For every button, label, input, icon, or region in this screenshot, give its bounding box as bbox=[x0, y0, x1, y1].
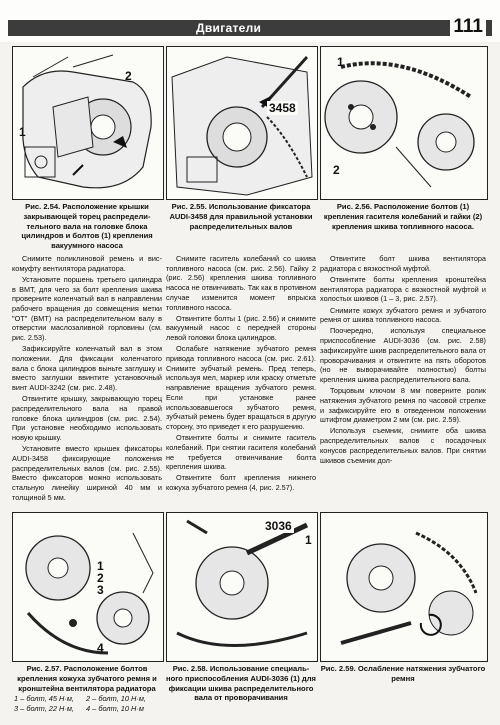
torque-1: 1 – болт, 45 Н·м, bbox=[14, 694, 74, 703]
torque-4: 4 – болт, 10 Н·м bbox=[86, 704, 144, 713]
callout-2: 2 bbox=[125, 69, 132, 83]
caption-2-57: Рис. 2.57. Расположение болтов крепления кожуха зубчатого ремня и кронштейна вентилятора радиатора bbox=[17, 664, 157, 693]
engine-illustration-2-54 bbox=[13, 47, 163, 199]
engine-illustration-2-57 bbox=[13, 513, 163, 661]
torque-3: 3 – болт, 22 Н·м, bbox=[14, 704, 74, 713]
paragraph: Отвинтите болты и снимите гаситель колебаний. При снятии гасителя колебаний не требуется отвинчивание болта крепления шкива. bbox=[166, 433, 316, 472]
callout-4: 4 bbox=[97, 641, 104, 655]
caption-2-59: Рис. 2.59. Ослабление натяжения зубчатого ремня bbox=[320, 664, 486, 683]
paragraph: Установите вместо крышек фиксаторы AUDI-3458 фиксирующие положения распределительных валов (см. рис. 2.55). Вместо фиксаторов можно использовать стальную линейку шириной 40 мм и толщиной 5 мм. bbox=[12, 444, 162, 502]
engine-illustration-2-59 bbox=[321, 513, 487, 661]
paragraph: Ослабьте натяжение зубчатого ремня привода топливного насоса (см. рис. 2.61). Снимите зубчатый ремень. Пред теперь, используя мел, маркер или краску отметьте направление вращения зубчатого ремня. Если при установке ранее использовавшегося зубчатого ремня, зубчатый ремень будет вращаться в другую сторону, это приведет к его разрушению. bbox=[166, 344, 316, 431]
text-column-1 bbox=[12, 254, 162, 504]
paragraph: Зафиксируйте коленчатый вал в этом положении. Для фиксации коленчатого вала с блока цилиндров выньте заглушку и вместо заглушки ввинтите установочный винт AUDI-3242 (см. рис. 2.48). bbox=[12, 344, 162, 393]
paragraph: Отвинтите болт крепления нижнего кожуха зубчатого ремня (4, рис. 2.57). bbox=[166, 473, 316, 493]
caption-2-58: Рис. 2.58. Использование специального приспособления AUDI-3036 (1) для фиксации шкива распределительного вала от проворачивания bbox=[166, 664, 316, 703]
section-title: Двигатели bbox=[190, 20, 267, 36]
figure-2-55 bbox=[166, 46, 318, 200]
paragraph: Торцовым ключом 8 мм поверните ролик натяжения зубчатого ремня по часовой стрелке и зафиксируйте его в отведенном положении штифтом диаметром 2 мм (см. рис. 2.59). bbox=[320, 386, 486, 425]
paragraph: Используя съемник, снимите оба шкива распределительных валов с посадочных конусов распределительных валов. При снятии шкивов съемник дол- bbox=[320, 426, 486, 465]
figure-2-59 bbox=[320, 512, 488, 662]
page-number: 111 bbox=[450, 16, 486, 38]
callout-3458: 3458 bbox=[269, 101, 296, 115]
callout-1: 1 bbox=[97, 559, 104, 573]
engine-illustration-2-55 bbox=[167, 47, 317, 199]
paragraph: Отвинтите болты 1 (рис. 2.56) и снимите вакуумный насос с передней стороны левой головки блока цилиндров. bbox=[166, 313, 316, 343]
callout-1: 1 bbox=[337, 55, 344, 69]
text-column-2 bbox=[166, 254, 316, 494]
callout-3: 3 bbox=[97, 583, 104, 597]
paragraph: Отвинтите болты крепления кронштейна вентилятора радиатора с вязкостной муфтой и холостых шкивов (1 – 3, рис. 2.57). bbox=[320, 274, 486, 304]
callout-1: 1 bbox=[19, 125, 26, 139]
paragraph: Отвинтите болт шкива вентилятора радиатора с вязкостной муфтой. bbox=[320, 254, 486, 273]
callout-2: 2 bbox=[97, 571, 104, 585]
callout-2: 2 bbox=[333, 163, 340, 177]
figure-2-58 bbox=[166, 512, 318, 662]
caption-2-54: Рис. 2.54. Расположение крышки закрывающей торец распределительного вала на головке блока цилиндров и болтов (1) крепления вакуумного насоса bbox=[21, 202, 153, 251]
text-column-3 bbox=[320, 254, 486, 467]
figure-2-56 bbox=[320, 46, 488, 200]
caption-2-56: Рис. 2.56. Расположение болтов (1) крепления гасителя колебаний и гайки (2) крепления шкива топливного насоса. bbox=[323, 202, 483, 231]
callout-3036: 3036 bbox=[265, 519, 292, 533]
callout-1: 1 bbox=[305, 533, 312, 547]
paragraph: Поочередно, используя специальное приспособление AUDI-3036 (см. рис. 2.58) зафиксируйте шкив распределительного вала от проворачивания и отвинтите на пять оборотов (но не выворачивайте полностью) болты крепления шкива распределительного вала. bbox=[320, 326, 486, 384]
paragraph: Снимите поликлиновой ремень и вискомуфту вентилятора радиатора. bbox=[12, 254, 162, 273]
figure-2-54 bbox=[12, 46, 164, 200]
caption-2-55: Рис. 2.55. Использование фиксатора AUDI-3458 для правильной установки распределительных валов bbox=[169, 202, 313, 231]
engine-illustration-2-58 bbox=[167, 513, 317, 661]
paragraph: Снимите кожух зубчатого ремня и зубчатого ремня от шкива топливного насоса. bbox=[320, 305, 486, 325]
engine-illustration-2-56 bbox=[321, 47, 487, 199]
paragraph: Отвинтите крышку, закрывающую торец распределительного вала на правой головке блока цилиндров (см. рис. 2.54). При установке необходимо использовать новую крышку. bbox=[12, 394, 162, 443]
paragraph: Снимите гаситель колебаний со шкива топливного насоса (см. рис. 2.56). Гайку 2 (рис. 2.56) крепления шкива топливного насоса не отвинчивать. Так как в противном случае изменится момент впрыска топливного насоса. bbox=[166, 254, 316, 312]
figure-2-57 bbox=[12, 512, 164, 662]
torque-2: 2 – болт, 10 Н·м, bbox=[86, 694, 146, 703]
paragraph: Установите поршень третьего цилиндра в ВМТ, для чего за болт крепления шкива проверните коленчатый вал в направлении рабочего вращения до совмещения метки "ОТ" (ВМТ) на распределительном валу в отверстии маслозаливной горловины (см. рис. 2.53). bbox=[12, 274, 162, 343]
page-header bbox=[0, 0, 500, 42]
